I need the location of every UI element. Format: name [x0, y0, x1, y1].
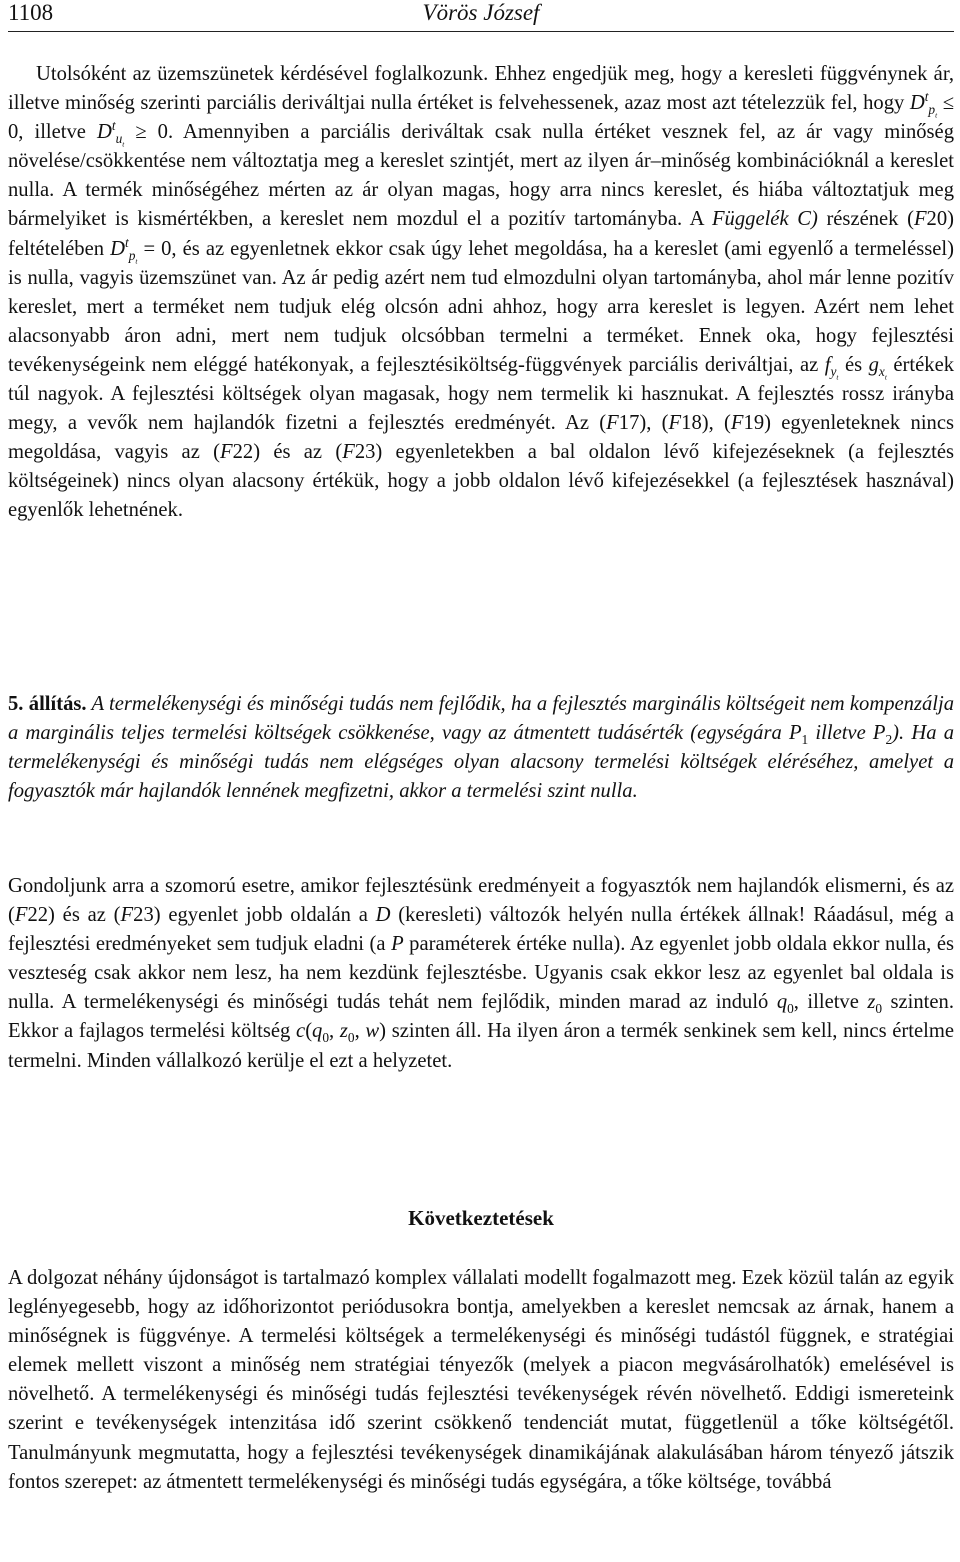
page-header — [8, 0, 954, 30]
running-title: Vörös József — [422, 0, 540, 25]
paragraph-4-text: A dolgozat néhány újdonságot is tartalmazó komplex vállalati modellt fogalmazott meg. Ezek közül talán az egyik leglényegesebb, hogy az időhorizontot periódusokra bontja, amelyekben a kereslet nemcsak az árnak, hanem a minőségnek is függvénye. A termelési költségek a termelékenységi és minőségi tudástól függnek, e stratégiai elemek mellett viszont a minőség nem stratégiai tényezők (melyek a piacon megvásárolhatók) emelésével is növelhető. A termelékenységi és minőségi tudás fejlesztési tevékenységek révén növelhető. Eddigi ismereteink szerint e tevékenységek intenzitása idő szerint csökkenő tendenciát mutat, függetlenül a tőke költségétől. Tanulmányunk megmutatta, hogy a fejlesztési tevékenységek dinamikájának alakulásában három tényező játszik fontos szerepet: az átmentett termelékenységi és minőségi tudás egységára, a tőke költsége, továbbá — [8, 1267, 954, 1493]
proposition-5-text: 5. állítás. A termelékenységi és minőségi tudás nem fejlődik, ha a fejlesztés marginális költségeit nem kompenzálja a marginális teljes termelési költségek csökkenése, vagy az átmentett tudásérték (egységára $P_1$ illetve $P_2$). Ha a termelékenységi és minőségi tudás nem elégséges olyan alacsony termelési költségek eléréséhez, amelyet a fogyasztók már hajlandók lennének megfizetni, akkor a termelési szint nulla. — [8, 693, 955, 803]
page-number: 1108 — [8, 0, 54, 25]
paragraph-3 — [8, 872, 954, 1076]
paragraph-3-text: Gondoljunk arra a szomorú esetre, amikor fejlesztésünk eredményeit a fogyasztók nem hajlandók elismerni, és az (F22) és az (F23) egyenlet jobb oldalán a D (keresleti) változók helyén nulla értékek állnak! Ráadásul, még a fejlesztési eredményeket sem tudjuk eladni (a P paraméterek értéke nulla). Az egyenlet jobb oldala ekkor nulla, és veszteség csak akkor nem lesz, ha nem kezdünk fejlesztésbe. Ugyanis csak ekkor lesz az egyenlet bal oldala is nulla. A termelékenységi és minőségi tudás tehát nem fejlődik, minden marad az induló $q_0$, illetve $z_0$ szinten. Ekkor a fajlagos termelési költség $c(q_0$, $z_0$, w) szinten áll. Ha ilyen áron a termék senkinek sem kell, nincs értelme termelni. Minden vállalkozó kerülje el ezt a helyzetet. — [8, 875, 955, 1072]
page — [8, 0, 954, 30]
paragraph-4 — [8, 1264, 954, 1497]
paragraph-1 — [8, 60, 954, 526]
paragraph-1-text: Utolsóként az üzemszünetek kérdésével foglalkozunk. Ehhez engedjük meg, hogy a keresleti függvénynek ár, illetve minőség szerinti parciális deriváltjai nulla értéket is felvehessenek, azaz most azt tételezzük fel, hogy $D^t_{p_t} \le 0$, illetve $D^t_{u_t} \ge 0$. Amennyiben a parciális deriváltak csak nulla értéket vesznek fel, az ár vagy minőség növelése/csökkentése nem változtatja meg a kereslet szintjét, mert az ilyen ár–minőség kombinációknál a kereslet nulla. A termék minőségéhez mérten az ár olyan magas, hogy arra nincs kereslet, és hiába változtatjuk meg bármelyiket is kismértékben, a kereslet nem mozdul el a pozitív tartományba. A Függelék C) részének (F20) feltételében $D^t_{p_t} = 0$, és az egyenletnek ekkor csak úgy lehet megoldása, ha a kereslet (ami egyenlő a termeléssel) is nulla, vagyis üzemszünet van. Az ár pedig azért nem tud elmozdulni olyan tartományba, ahol már lenne pozitív kereslet, mert a terméket nem tudjuk elég olcsón adni ahhoz, hogy arra kereslet is legyen. Azért nem lehet alacsonyabb áron adni, mert nem tudjuk olcsóbban termelni a terméket. Ennek oka, hogy fejlesztési tevékenységeink nem eléggé hatékonyak, a fejlesztésiköltség-függvények parciális deriváltjai, az $f_{y_t}$ és $g_{x_t}$ értékek túl nagyok. A fejlesztési költségek olyan magasak, hogy nem termelik ki hasznukat. A fejlesztés rossz irányba megy, a vevők nem hajlandók fizetni a fejlesztés eredményét. Az (F17), (F18), (F19) egyenleteknek nincs megoldása, vagyis az (F22) és az (F23) egyenletekben a bal oldalon lévő kifejezéseknek (a fejlesztés költségeinek) nincs olyan alacsony értékük, hogy a jobb oldalon lévő kifejezésekkel (a fejlesztések hasznával) egyenlők lehetnének. — [8, 63, 955, 522]
proposition-label: 5. állítás. — [8, 693, 87, 715]
header-rule — [8, 31, 954, 32]
proposition-5 — [8, 690, 954, 806]
section-heading: Következtetések — [408, 1206, 554, 1230]
